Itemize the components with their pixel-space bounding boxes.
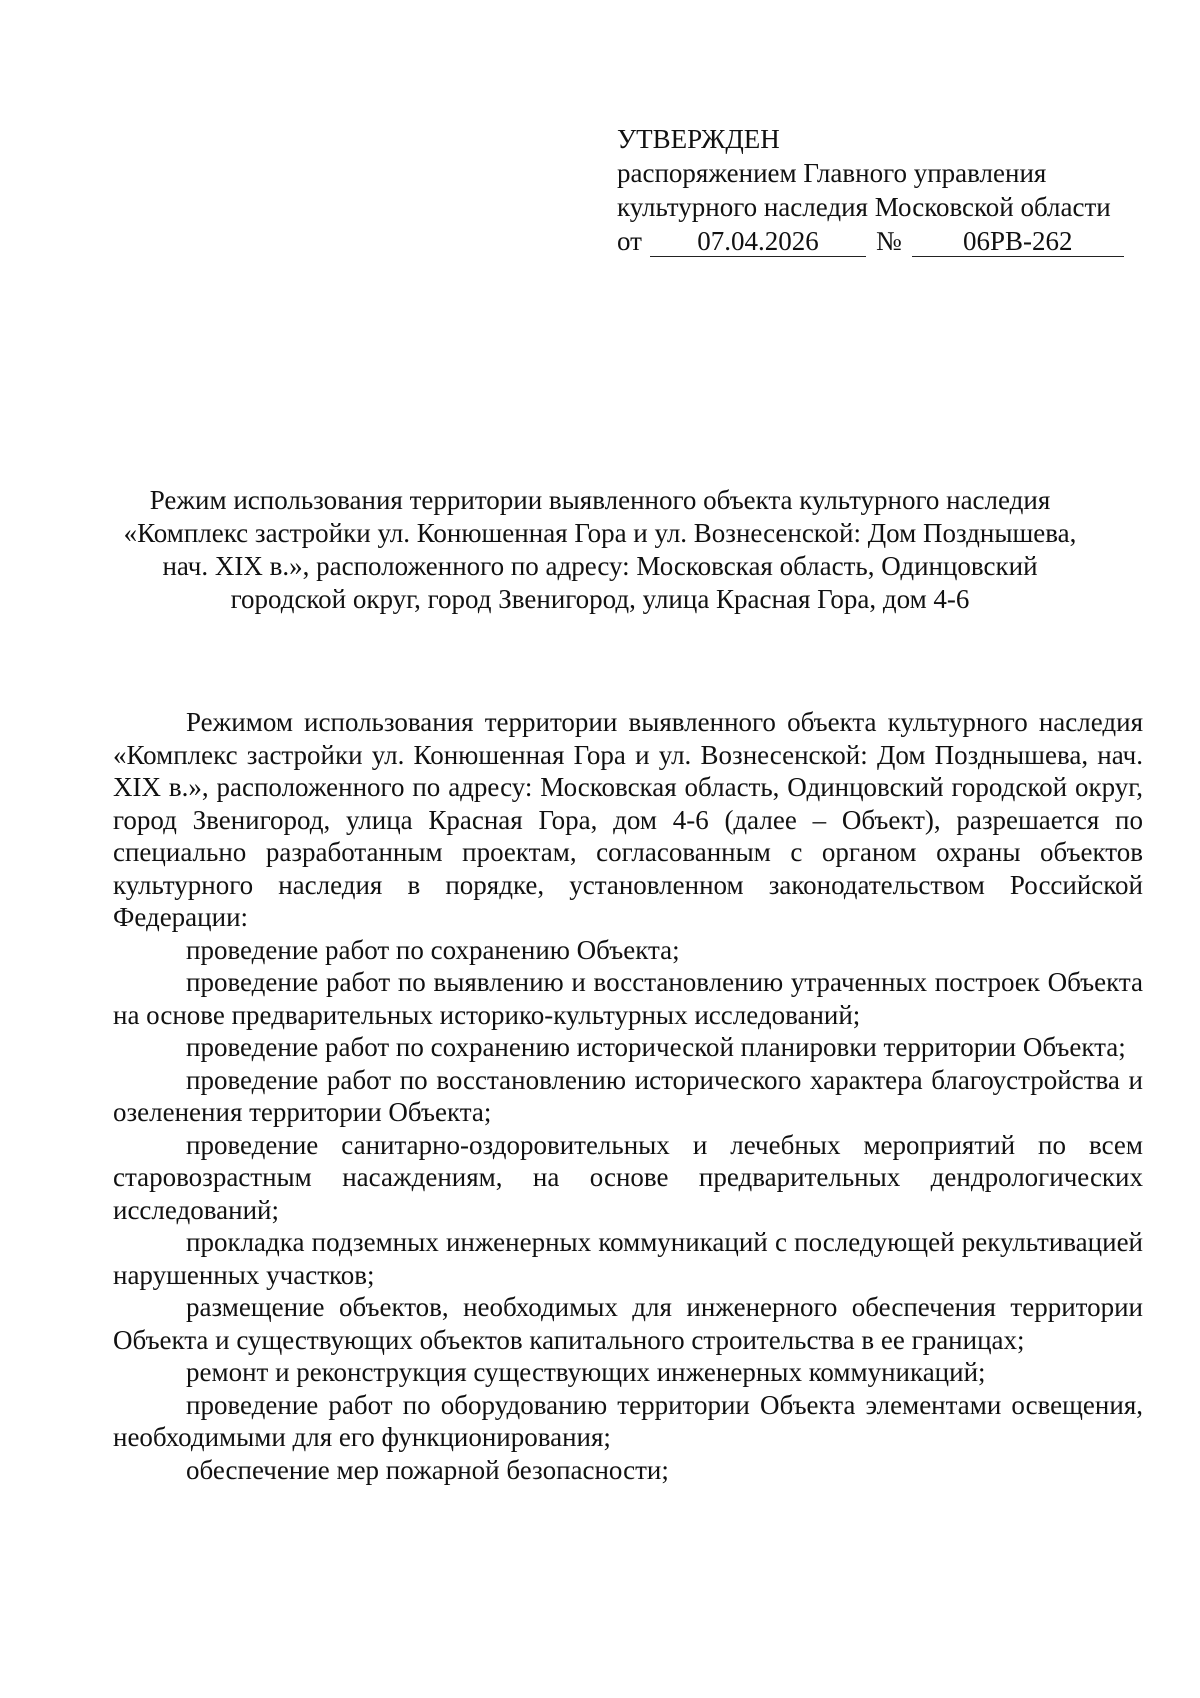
title-line-4: городской округ, город Звенигород, улица Красная Гора, дом 4-6 xyxy=(230,584,970,614)
list-item: проведение работ по сохранению исторической планировки территории Объекта; xyxy=(186,1032,1126,1062)
list-item: прокладка подземных инженерных коммуникаций с последующей рекультивацией нарушенных участков; xyxy=(113,1227,1143,1290)
document-body xyxy=(113,706,1143,1486)
approval-line-2: культурного наследия Московской области xyxy=(617,192,1111,222)
list-item: проведение работ по оборудованию территории Объекта элементами освещения, необходимыми для его функционирования; xyxy=(113,1389,1143,1452)
approval-number: 06РВ-262 xyxy=(912,226,1124,257)
approval-date-line xyxy=(617,224,1137,258)
list-item: проведение санитарно-оздоровительных и лечебных мероприятий по всем старовозрастным насаждениям, на основе предварительных дендрологических исследований; xyxy=(113,1129,1143,1225)
list-item: размещение объектов, необходимых для инженерного обеспечения территории Объекта и существующих объектов капитального строительства в ее границах; xyxy=(113,1292,1143,1355)
document-title xyxy=(100,484,1100,616)
intro-paragraph: Режимом использования территории выявленного объекта культурного наследия «Комплекс застройки ул. Конюшенная Гора и ул. Вознесенской: Дом Позднышева, нач. XIX в.», расположенного по адресу: Московская область, Одинцовский городской округ, город Звенигород, улица Красная Гора, дом 4-6 (далее – Объект), разрешается по специально разработанным проектам, согласованным с органом охраны объектов культурного наследия в порядке, установленном законодательством Российской Федерации: xyxy=(113,707,1143,932)
title-line-1: Режим использования территории выявленного объекта культурного наследия xyxy=(149,485,1051,515)
list-item: проведение работ по сохранению Объекта; xyxy=(186,934,680,965)
approval-line-1: распоряжением Главного управления xyxy=(617,158,1047,188)
title-line-2: «Комплекс застройки ул. Конюшенная Гора и ул. Вознесенской: Дом Позднышева, xyxy=(123,518,1077,548)
list-item: проведение работ по выявлению и восстановлению утраченных построек Объекта на основе предварительных историко-культурных исследований; xyxy=(113,967,1143,1030)
approval-date: 07.04.2026 xyxy=(650,226,866,257)
list-item: ремонт и реконструкция существующих инженерных коммуникаций; xyxy=(186,1357,986,1387)
title-line-3: нач. XIX в.», расположенного по адресу: Московская область, Одинцовский xyxy=(162,551,1038,581)
approval-stamp xyxy=(617,122,1137,258)
from-label: от xyxy=(617,226,642,256)
approval-heading: УТВЕРЖДЕН xyxy=(617,124,780,154)
list-item: обеспечение мер пожарной безопасности; xyxy=(186,1454,669,1485)
number-label: № xyxy=(875,226,902,256)
list-item: проведение работ по восстановлению исторического характера благоустройства и озеленения территории Объекта; xyxy=(113,1064,1143,1127)
